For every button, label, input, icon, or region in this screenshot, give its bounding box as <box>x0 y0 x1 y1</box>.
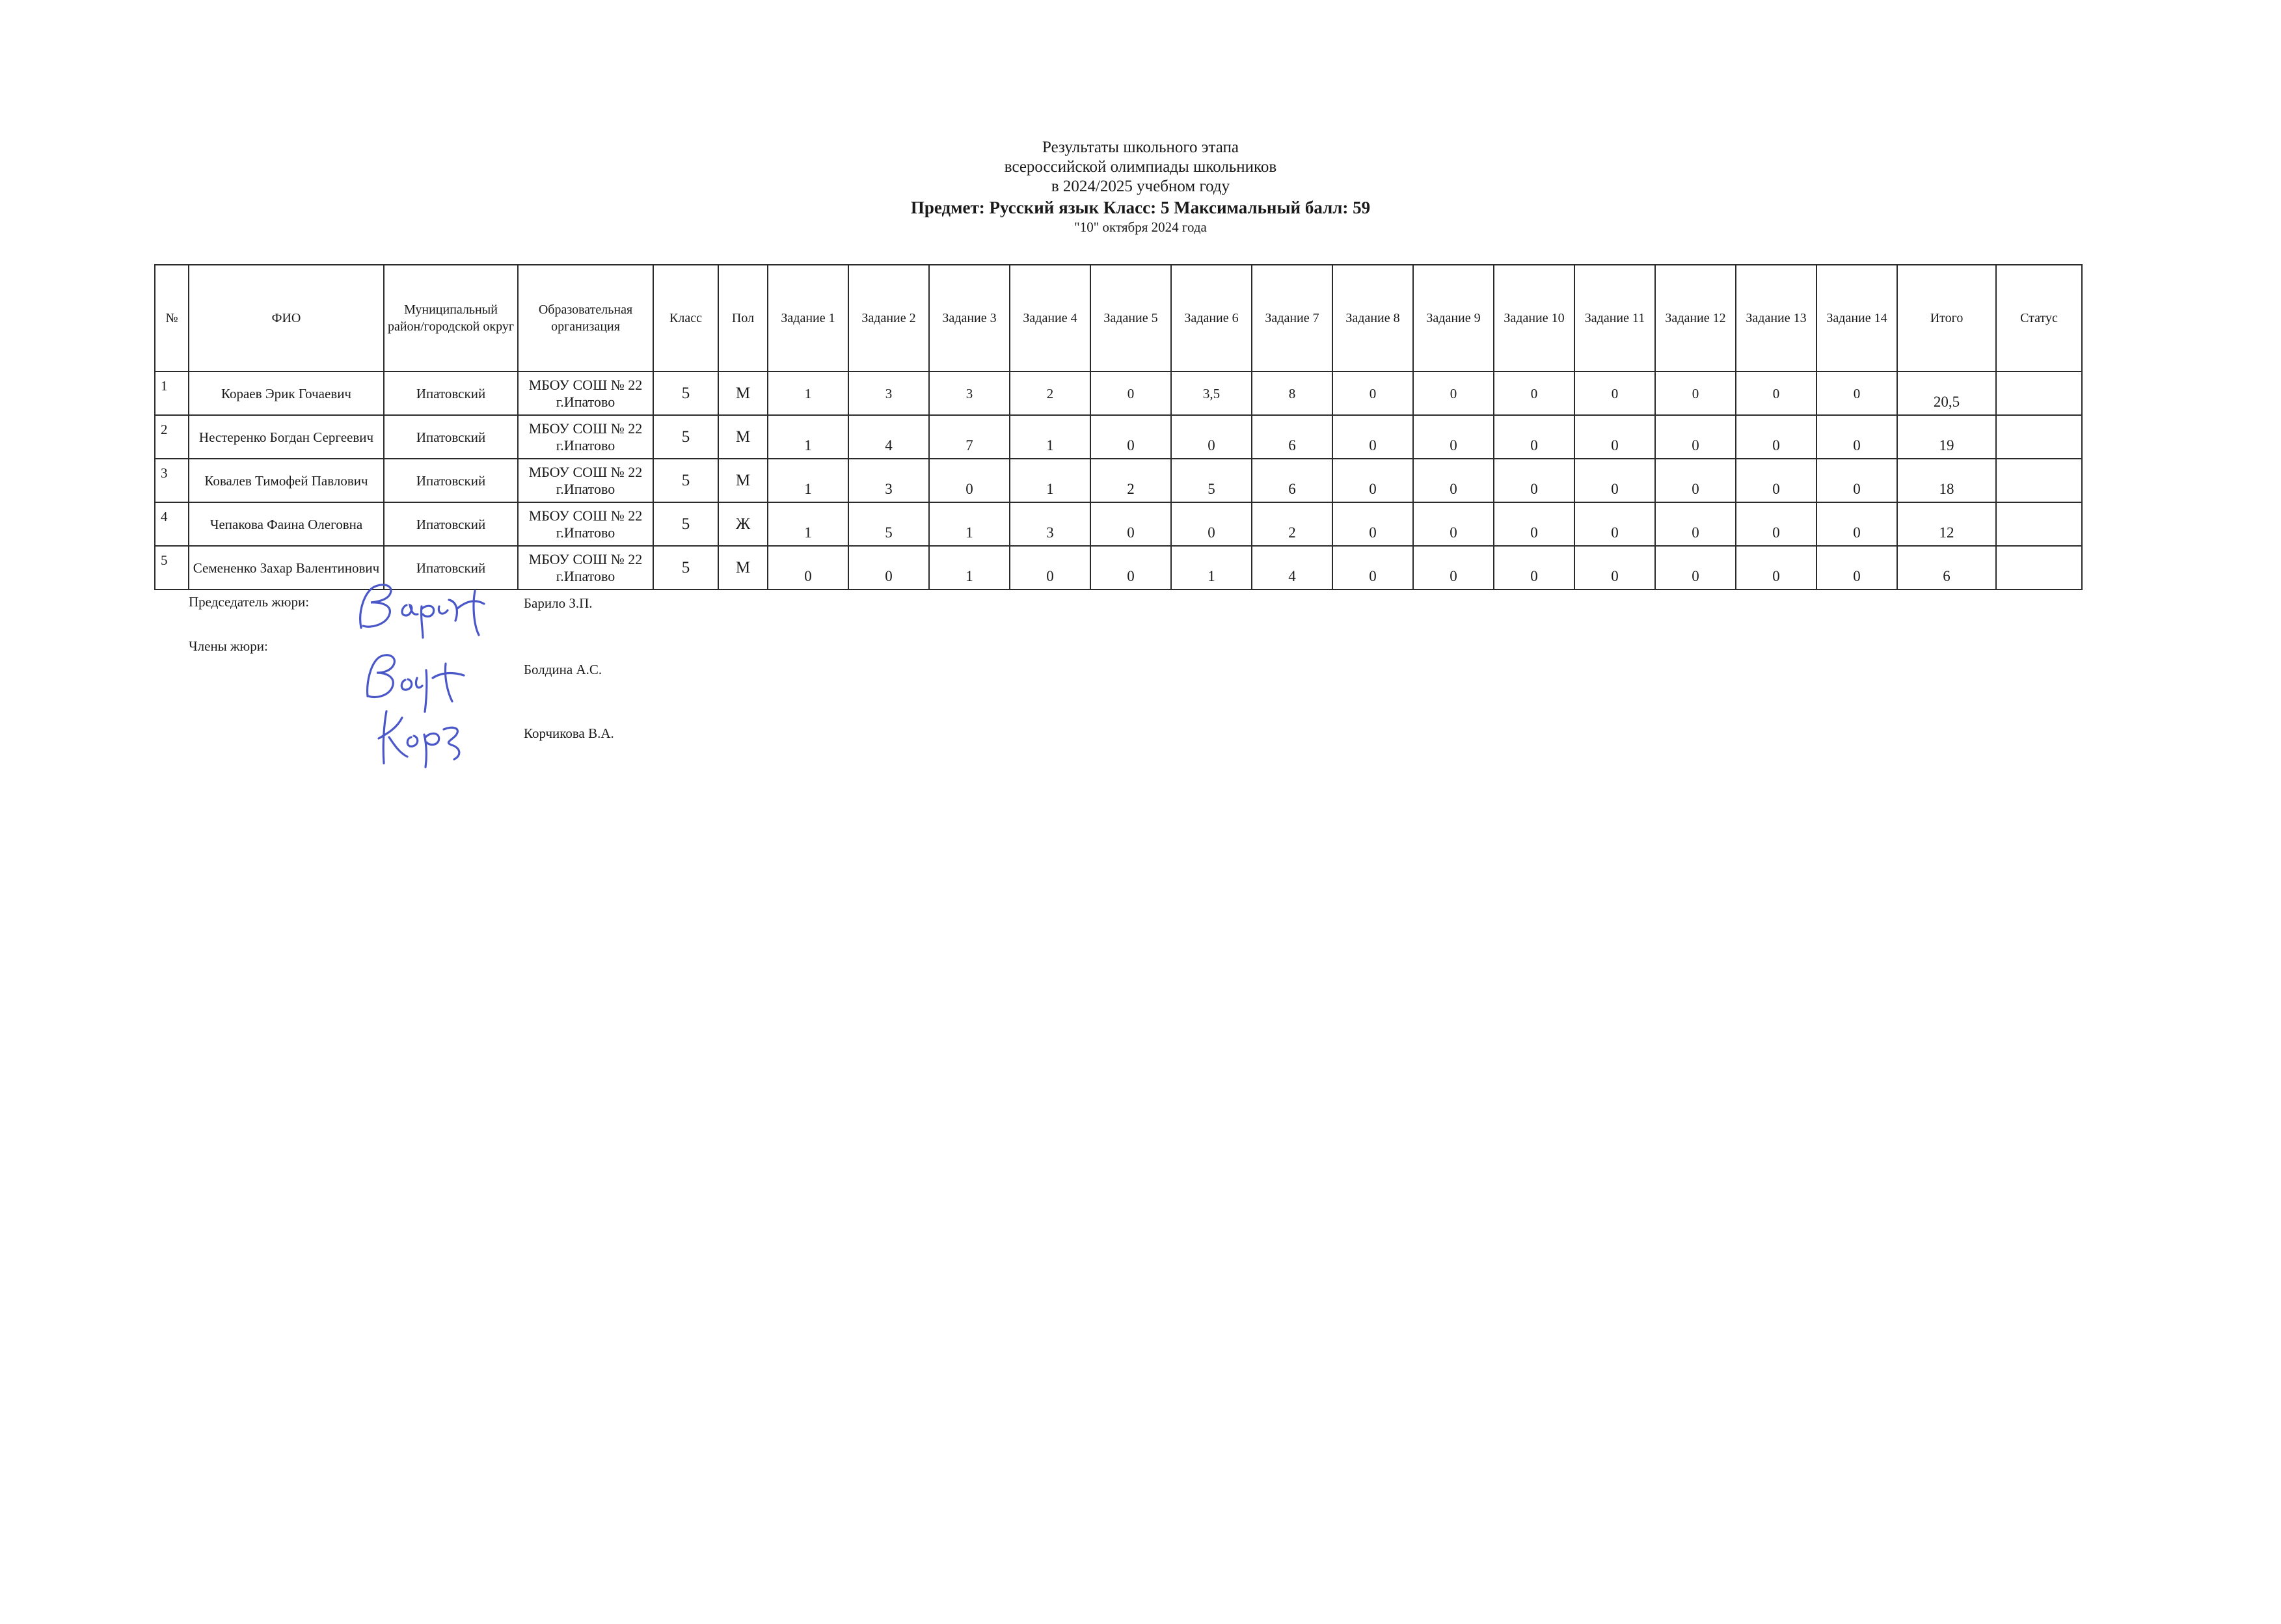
status-cell <box>1996 546 2082 589</box>
score-task-10: 0 <box>1494 415 1574 459</box>
score-task-12: 0 <box>1655 372 1736 415</box>
title-line-1: Результаты школьного этапа <box>1042 139 1239 156</box>
header-cell-task-9: Задание 9 <box>1413 265 1494 372</box>
score-task-6: 3,5 <box>1171 372 1252 415</box>
score-task-11: 0 <box>1574 502 1655 546</box>
total-score: 19 <box>1897 415 1996 459</box>
header-cell-task-5: Задание 5 <box>1090 265 1171 372</box>
score-task-10: 0 <box>1494 372 1574 415</box>
score-task-4: 2 <box>1010 372 1090 415</box>
score-task-2: 5 <box>848 502 929 546</box>
row-number: 2 <box>155 415 189 459</box>
sex-cell: М <box>718 459 768 502</box>
score-task-8: 0 <box>1332 372 1413 415</box>
score-task-13: 0 <box>1736 546 1816 589</box>
score-task-13: 0 <box>1736 372 1816 415</box>
header-cell-task-11: Задание 11 <box>1574 265 1655 372</box>
header-cell-task-4: Задание 4 <box>1010 265 1090 372</box>
jury-member2-name: Корчикова В.А. <box>524 725 614 741</box>
score-task-7: 6 <box>1252 415 1332 459</box>
jury-chair-name: Барило З.П. <box>524 595 593 611</box>
row-number: 1 <box>155 372 189 415</box>
student-name: Нестеренко Богдан Сергеевич <box>189 415 384 459</box>
score-task-12: 0 <box>1655 502 1736 546</box>
score-task-9: 0 <box>1413 459 1494 502</box>
score-task-14: 0 <box>1816 372 1897 415</box>
score-task-7: 6 <box>1252 459 1332 502</box>
organization-cell: МБОУ СОШ № 22 г.Ипатово <box>518 546 653 589</box>
score-task-11: 0 <box>1574 546 1655 589</box>
score-task-12: 0 <box>1655 546 1736 589</box>
score-task-1: 1 <box>768 372 848 415</box>
score-task-1: 1 <box>768 415 848 459</box>
score-task-13: 0 <box>1736 502 1816 546</box>
score-task-5: 0 <box>1090 372 1171 415</box>
total-score: 6 <box>1897 546 1996 589</box>
chair-signature <box>345 573 488 644</box>
score-task-1: 1 <box>768 502 848 546</box>
score-task-14: 0 <box>1816 546 1897 589</box>
score-task-5: 0 <box>1090 502 1171 546</box>
district-cell: Ипатовский <box>384 502 518 546</box>
status-cell <box>1996 372 2082 415</box>
score-task-9: 0 <box>1413 372 1494 415</box>
student-name: Кораев Эрик Гочаевич <box>189 372 384 415</box>
header-cell-task-7: Задание 7 <box>1252 265 1332 372</box>
title-line-2: всероссийской олимпиады школьников <box>1004 158 1277 176</box>
grade-cell: 5 <box>653 502 718 546</box>
score-task-13: 0 <box>1736 459 1816 502</box>
score-task-11: 0 <box>1574 415 1655 459</box>
sex-cell: М <box>718 415 768 459</box>
title-line-3: в 2024/2025 учебном году <box>1051 178 1230 195</box>
header-cell-task-13: Задание 13 <box>1736 265 1816 372</box>
score-task-2: 4 <box>848 415 929 459</box>
score-task-8: 0 <box>1332 546 1413 589</box>
score-task-2: 0 <box>848 546 929 589</box>
row-number: 5 <box>155 546 189 589</box>
table-header-row <box>155 265 2082 372</box>
score-task-2: 3 <box>848 459 929 502</box>
score-task-8: 0 <box>1332 502 1413 546</box>
score-task-10: 0 <box>1494 502 1574 546</box>
score-task-5: 2 <box>1090 459 1171 502</box>
header-cell-district: Муниципальный район/городской округ <box>384 265 518 372</box>
student-name: Семененко Захар Валентинович <box>189 546 384 589</box>
district-cell: Ипатовский <box>384 459 518 502</box>
score-task-7: 2 <box>1252 502 1332 546</box>
sex-cell: М <box>718 372 768 415</box>
header-cell-number: № <box>155 265 189 372</box>
score-task-6: 5 <box>1171 459 1252 502</box>
document-header <box>0 138 2281 236</box>
jury-chair-label: Председатель жюри: <box>189 594 310 610</box>
district-cell: Ипатовский <box>384 372 518 415</box>
score-task-1: 1 <box>768 459 848 502</box>
header-cell-task-12: Задание 12 <box>1655 265 1736 372</box>
status-cell <box>1996 502 2082 546</box>
row-number: 3 <box>155 459 189 502</box>
date-line: "10" октября 2024 года <box>1074 219 1207 235</box>
grade-cell: 5 <box>653 415 718 459</box>
student-name: Ковалев Тимофей Павлович <box>189 459 384 502</box>
score-task-5: 0 <box>1090 415 1171 459</box>
score-task-6: 1 <box>1171 546 1252 589</box>
score-task-8: 0 <box>1332 415 1413 459</box>
organization-cell: МБОУ СОШ № 22 г.Ипатово <box>518 459 653 502</box>
score-task-12: 0 <box>1655 459 1736 502</box>
header-cell-task-6: Задание 6 <box>1171 265 1252 372</box>
score-task-6: 0 <box>1171 502 1252 546</box>
score-task-11: 0 <box>1574 372 1655 415</box>
header-cell-fio: ФИО <box>189 265 384 372</box>
jury-members-label: Члены жюри: <box>189 638 268 654</box>
score-task-13: 0 <box>1736 415 1816 459</box>
table-row <box>155 372 2082 415</box>
row-number: 4 <box>155 502 189 546</box>
score-task-4: 1 <box>1010 415 1090 459</box>
score-task-8: 0 <box>1332 459 1413 502</box>
score-task-9: 0 <box>1413 415 1494 459</box>
score-task-5: 0 <box>1090 546 1171 589</box>
score-task-10: 0 <box>1494 546 1574 589</box>
jury-member1-name: Болдина А.С. <box>524 662 602 677</box>
table-row <box>155 502 2082 546</box>
table-row <box>155 415 2082 459</box>
score-task-3: 0 <box>929 459 1010 502</box>
sex-cell: М <box>718 546 768 589</box>
grade-cell: 5 <box>653 546 718 589</box>
header-cell-total: Итого <box>1897 265 1996 372</box>
score-task-4: 0 <box>1010 546 1090 589</box>
score-task-4: 3 <box>1010 502 1090 546</box>
score-task-14: 0 <box>1816 459 1897 502</box>
header-cell-sex: Пол <box>718 265 768 372</box>
score-task-7: 8 <box>1252 372 1332 415</box>
score-task-3: 1 <box>929 546 1010 589</box>
score-task-3: 3 <box>929 372 1010 415</box>
score-task-14: 0 <box>1816 415 1897 459</box>
table-row <box>155 459 2082 502</box>
header-cell-task-14: Задание 14 <box>1816 265 1897 372</box>
organization-cell: МБОУ СОШ № 22 г.Ипатово <box>518 502 653 546</box>
header-cell-task-10: Задание 10 <box>1494 265 1574 372</box>
grade-cell: 5 <box>653 459 718 502</box>
score-task-11: 0 <box>1574 459 1655 502</box>
score-task-9: 0 <box>1413 546 1494 589</box>
header-cell-task-2: Задание 2 <box>848 265 929 372</box>
score-task-1: 0 <box>768 546 848 589</box>
score-task-14: 0 <box>1816 502 1897 546</box>
header-cell-status: Статус <box>1996 265 2082 372</box>
total-score: 12 <box>1897 502 1996 546</box>
grade-cell: 5 <box>653 372 718 415</box>
score-task-4: 1 <box>1010 459 1090 502</box>
header-cell-task-3: Задание 3 <box>929 265 1010 372</box>
student-name: Чепакова Фаина Олеговна <box>189 502 384 546</box>
score-task-12: 0 <box>1655 415 1736 459</box>
header-cell-task-8: Задание 8 <box>1332 265 1413 372</box>
header-cell-task-1: Задание 1 <box>768 265 848 372</box>
score-task-10: 0 <box>1494 459 1574 502</box>
district-cell: Ипатовский <box>384 546 518 589</box>
subject-line: Предмет: Русский язык Класс: 5 Максимальный балл: 59 <box>910 198 1371 217</box>
status-cell <box>1996 415 2082 459</box>
score-task-2: 3 <box>848 372 929 415</box>
organization-cell: МБОУ СОШ № 22 г.Ипатово <box>518 415 653 459</box>
score-task-6: 0 <box>1171 415 1252 459</box>
sex-cell: Ж <box>718 502 768 546</box>
score-task-7: 4 <box>1252 546 1332 589</box>
header-cell-grade: Класс <box>653 265 718 372</box>
score-task-3: 1 <box>929 502 1010 546</box>
total-score: 20,5 <box>1897 372 1996 415</box>
score-task-9: 0 <box>1413 502 1494 546</box>
header-cell-organization: Образовательная организация <box>518 265 653 372</box>
district-cell: Ипатовский <box>384 415 518 459</box>
status-cell <box>1996 459 2082 502</box>
organization-cell: МБОУ СОШ № 22 г.Ипатово <box>518 372 653 415</box>
score-task-3: 7 <box>929 415 1010 459</box>
member2-signature <box>364 699 494 771</box>
results-table <box>154 264 2083 590</box>
total-score: 18 <box>1897 459 1996 502</box>
